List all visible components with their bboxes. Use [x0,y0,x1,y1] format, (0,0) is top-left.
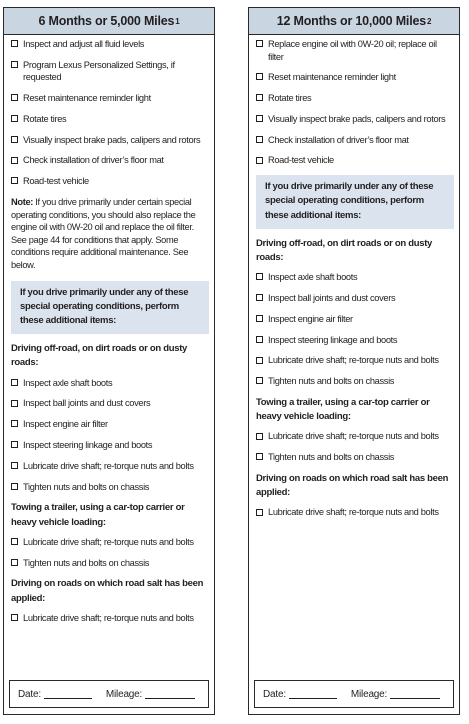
column-header [249,8,459,35]
checklist-item-label: Inspect and adjust all fluid levels [23,39,145,49]
checkbox[interactable] [256,136,263,143]
checklist-item [11,536,208,549]
checklist-item-label: Tighten nuts and bolts on chassis [268,452,395,463]
checklist-item-label: Program Lexus Personalized Settings, if requested [23,59,175,83]
checkbox[interactable] [256,157,263,164]
checklist-item-label: Road-test vehicle [23,176,89,187]
checklist-item-label: Lubricate drive shaft; re-torque nuts and bolts [23,460,194,471]
checklist-item-label: Check installation of driver’s floor mat [268,134,409,145]
checklist-item-label: Reset maintenance reminder light [23,93,151,104]
checklist-item-label: Lubricate drive shaft; re-torque nuts and bolts [268,431,439,442]
section-title-road-salt: Driving on roads on which road salt has been applied: [256,473,449,499]
maintenance-column-12-months [248,7,460,715]
section-title-towing: Towing a trailer, using a car-top carrier or heavy vehicle loading: [256,397,430,423]
checklist-item [256,134,453,147]
column-body [4,35,214,624]
checkbox[interactable] [256,433,263,440]
checkbox[interactable] [11,400,18,407]
checklist-item [256,313,453,326]
checklist-item-label: Inspect ball joints and dust covers [23,398,151,409]
checklist-item [256,375,453,388]
footnote-marker: 1 [175,16,180,26]
mileage-field[interactable] [390,690,440,699]
mileage-field[interactable] [145,690,195,699]
column-header [4,8,214,35]
checklist-item-label: Tighten nuts and bolts on chassis [23,481,150,492]
checklist-item [11,92,208,105]
date-mileage-footer [254,680,454,708]
section-title-towing: Towing a trailer, using a car-top carrier or heavy vehicle loading: [11,502,185,528]
checkbox[interactable] [256,73,263,80]
checklist-item-label: Inspect steering linkage and boots [23,440,153,451]
checklist-item-label: Rotate tires [268,93,312,104]
checklist-item-label: Rotate tires [23,113,67,124]
checkbox[interactable] [256,315,263,322]
checkbox[interactable] [11,441,18,448]
checkbox[interactable] [11,483,18,490]
checklist-item [11,481,208,494]
checkbox[interactable] [11,538,18,545]
checkbox[interactable] [11,614,18,621]
date-label: Date: [263,688,286,700]
column-title: 6 Months or 5,000 Miles [38,14,175,28]
note-paragraph [11,196,208,272]
checklist-item [256,334,453,347]
checklist-item [256,154,453,167]
checkbox[interactable] [11,136,18,143]
checklist-item-label: Replace engine oil with 0W-20 oil; replace oil filter [268,39,437,62]
checklist-item [11,377,208,390]
date-field[interactable] [289,690,337,699]
section-title-off-road: Driving off-road, on dirt roads or on dusty roads: [11,343,188,369]
checklist-item-label: Inspect axle shaft boots [268,272,358,283]
checklist-item [256,430,453,443]
maintenance-column-6-months [3,7,215,715]
checkbox[interactable] [256,509,263,516]
checklist-item-label: Inspect axle shaft boots [23,377,113,388]
checklist-item [256,506,453,519]
note-text: If you drive primarily under certain special operating conditions, you should also replace the engine oil with 0W-20 oil and replace the oil filter. See page 44 for conditions that apply. Some conditions require additional maintenance. See below. [11,197,196,271]
checkbox[interactable] [256,94,263,101]
checklist-item [256,71,453,84]
checklist-item-label: Inspect ball joints and dust covers [268,293,396,304]
checklist-item-label: Road-test vehicle [268,155,334,166]
column-body [249,35,459,519]
footnote-marker: 2 [426,16,432,26]
checklist-item-label: Inspect engine air filter [268,313,353,324]
checkbox[interactable] [11,177,18,184]
checklist-item [11,397,208,410]
checklist-item-label: Tighten nuts and bolts on chassis [268,376,395,387]
checkbox[interactable] [256,115,263,122]
column-title: 12 Months or 10,000 Miles [276,14,426,28]
note-label: Note: [11,197,34,208]
checkbox[interactable] [256,273,263,280]
checkbox[interactable] [256,377,263,384]
checklist-item [11,59,208,84]
checklist-item [11,612,208,625]
checklist-item [256,354,453,367]
checklist-item-label: Tighten nuts and bolts on chassis [23,557,150,568]
checklist-item [11,439,208,452]
section-title-off-road: Driving off-road, on dirt roads or on dusty roads: [256,237,433,264]
checklist-item-label: Inspect steering linkage and boots [268,334,398,345]
checklist-item [256,292,453,305]
checkbox[interactable] [256,453,263,460]
checklist-item-label: Lubricate drive shaft; re-torque nuts and bolts [23,536,194,547]
checkbox[interactable] [256,357,263,364]
checkbox[interactable] [11,559,18,566]
checklist-item-label: Visually inspect brake pads, calipers and rotors [268,113,446,124]
checkbox[interactable] [11,157,18,164]
date-mileage-footer [9,680,209,708]
checklist-item [11,134,208,147]
checklist-item [11,418,208,431]
checklist-item [256,92,453,105]
special-conditions-callout: If you drive primarily under any of these special operating conditions, perform these additional items: [256,175,454,229]
checkbox[interactable] [11,61,18,68]
checklist-item [256,451,453,464]
checklist-item [256,38,453,63]
checklist-item [256,113,453,126]
checklist-item [11,154,208,167]
checklist-item-label: Check installation of driver’s floor mat [23,155,164,166]
checklist-item [11,460,208,473]
checklist-item-label: Visually inspect brake pads, calipers and rotors [23,134,201,145]
section-title-road-salt: Driving on roads on which road salt has been applied: [11,578,204,604]
checkbox[interactable] [11,40,18,47]
checkbox[interactable] [11,420,18,427]
mileage-label: Mileage: [105,688,143,700]
date-field[interactable] [44,690,92,699]
checkbox[interactable] [256,294,263,301]
checklist-item [11,113,208,126]
checkbox[interactable] [11,94,18,101]
mileage-label: Mileage: [350,688,388,700]
checklist-item [256,271,453,284]
checklist-item-label: Lubricate drive shaft; re-torque nuts and bolts [268,507,439,518]
checkbox[interactable] [256,40,263,47]
date-label: Date: [18,688,41,700]
checklist-item [11,38,208,51]
checklist-item [11,557,208,570]
checkbox[interactable] [11,462,18,469]
checkbox[interactable] [11,379,18,386]
checklist-item-label: Lubricate drive shaft; re-torque nuts and bolts [23,612,194,623]
checklist-item-label: Inspect engine air filter [23,419,108,430]
checklist-item-label: Reset maintenance reminder light [268,72,396,83]
special-conditions-callout: If you drive primarily under any of these special operating conditions, perform these additional items: [11,281,209,335]
checkbox[interactable] [11,115,18,122]
checklist-item-label: Lubricate drive shaft; re-torque nuts and bolts [268,355,439,366]
checklist-item [11,175,208,188]
checkbox[interactable] [256,336,263,343]
